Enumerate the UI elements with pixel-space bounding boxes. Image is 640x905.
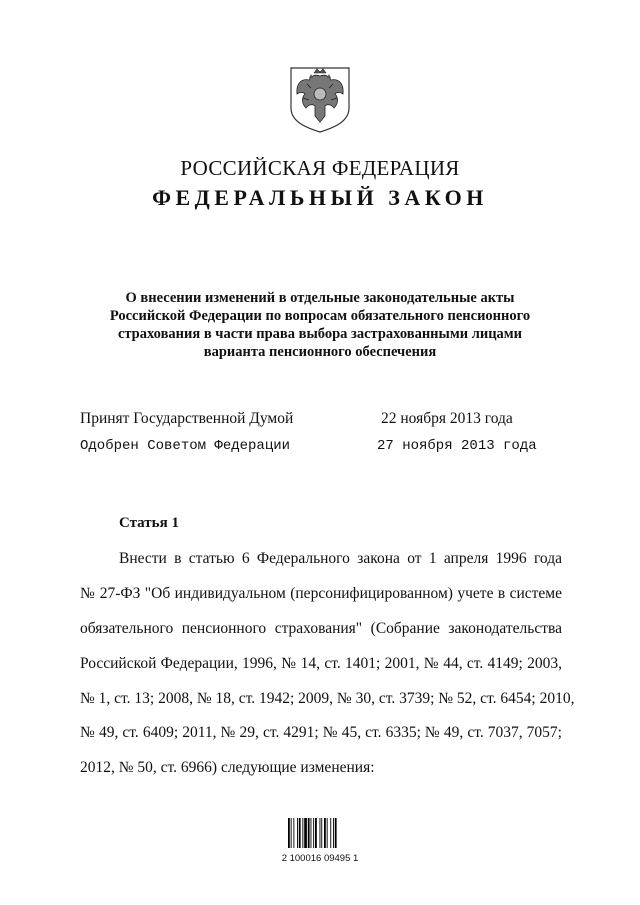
law-title-line: О внесении изменений в отдельные законодательные акты bbox=[125, 290, 515, 306]
barcode-bars bbox=[288, 818, 352, 848]
barcode-bar bbox=[333, 818, 334, 848]
article-text-line: 2012, № 50, ст. 6966) следующие изменения: bbox=[80, 759, 375, 776]
barcode-bar bbox=[320, 818, 321, 848]
article-text-line: Российской Федерации, 1996, № 14, ст. 1401; 2001, № 44, ст. 4149; 2003, bbox=[80, 655, 562, 672]
adopted-date: 22 ноября 2013 года bbox=[381, 410, 513, 427]
law-title-line: страхования в части права выбора застрахованными лицами bbox=[117, 326, 523, 342]
country-name: РОССИЙСКАЯ ФЕДЕРАЦИЯ bbox=[180, 156, 460, 180]
approved-date: 27 ноября 2013 года bbox=[377, 438, 537, 454]
barcode-bar bbox=[335, 818, 337, 848]
barcode-bar bbox=[308, 818, 310, 848]
barcode-bar bbox=[313, 818, 314, 848]
law-title bbox=[90, 289, 550, 361]
barcode-bar bbox=[288, 818, 290, 848]
article-text-line: № 27-ФЗ "Об индивидуальном (персонифицированном) учете в системе bbox=[80, 585, 562, 602]
barcode-number: 2 100016 09495 1 bbox=[281, 853, 359, 864]
barcode-bar bbox=[297, 818, 298, 848]
approved-by-federation-council-label: Одобрен Советом Федерации bbox=[80, 438, 291, 454]
barcode bbox=[280, 818, 360, 878]
barcode-bar bbox=[311, 818, 312, 848]
coat-of-arms-emblem bbox=[287, 64, 353, 134]
article-text-line: № 49, ст. 6409; 2011, № 29, ст. 4291; № 45, ст. 6335; № 49, ст. 7037, 7057; bbox=[80, 724, 562, 741]
article-text-line: Внести в статью 6 Федерального закона от 1 апреля 1996 года bbox=[119, 550, 562, 567]
barcode-bar bbox=[299, 818, 301, 848]
barcode-bar bbox=[321, 818, 322, 848]
law-title-line: варианта пенсионного обеспечения bbox=[203, 344, 437, 360]
barcode-bar bbox=[330, 818, 331, 848]
article-heading: Статья 1 bbox=[119, 515, 179, 531]
barcode-bar bbox=[324, 818, 326, 848]
article-text-line: № 1, ст. 13; 2008, № 18, ст. 1942; 2009, № 30, ст. 3739; № 52, ст. 6454; 2010, bbox=[80, 690, 575, 707]
adopted-by-duma-label: Принят Государственной Думой bbox=[80, 410, 294, 427]
barcode-bar bbox=[315, 818, 317, 848]
barcode-bar bbox=[291, 818, 292, 848]
barcode-bar bbox=[304, 818, 307, 848]
article-text-line: обязательного пенсионного страхования" (Собрание законодательства bbox=[80, 620, 562, 637]
barcode-bar bbox=[302, 818, 303, 848]
law-title-line: Российской Федерации по вопросам обязательного пенсионного bbox=[109, 308, 531, 324]
law-type-heading: ФЕДЕРАЛЬНЫЙ ЗАКОН bbox=[152, 185, 488, 210]
barcode-bar bbox=[293, 818, 294, 848]
barcode-bar bbox=[327, 818, 328, 848]
